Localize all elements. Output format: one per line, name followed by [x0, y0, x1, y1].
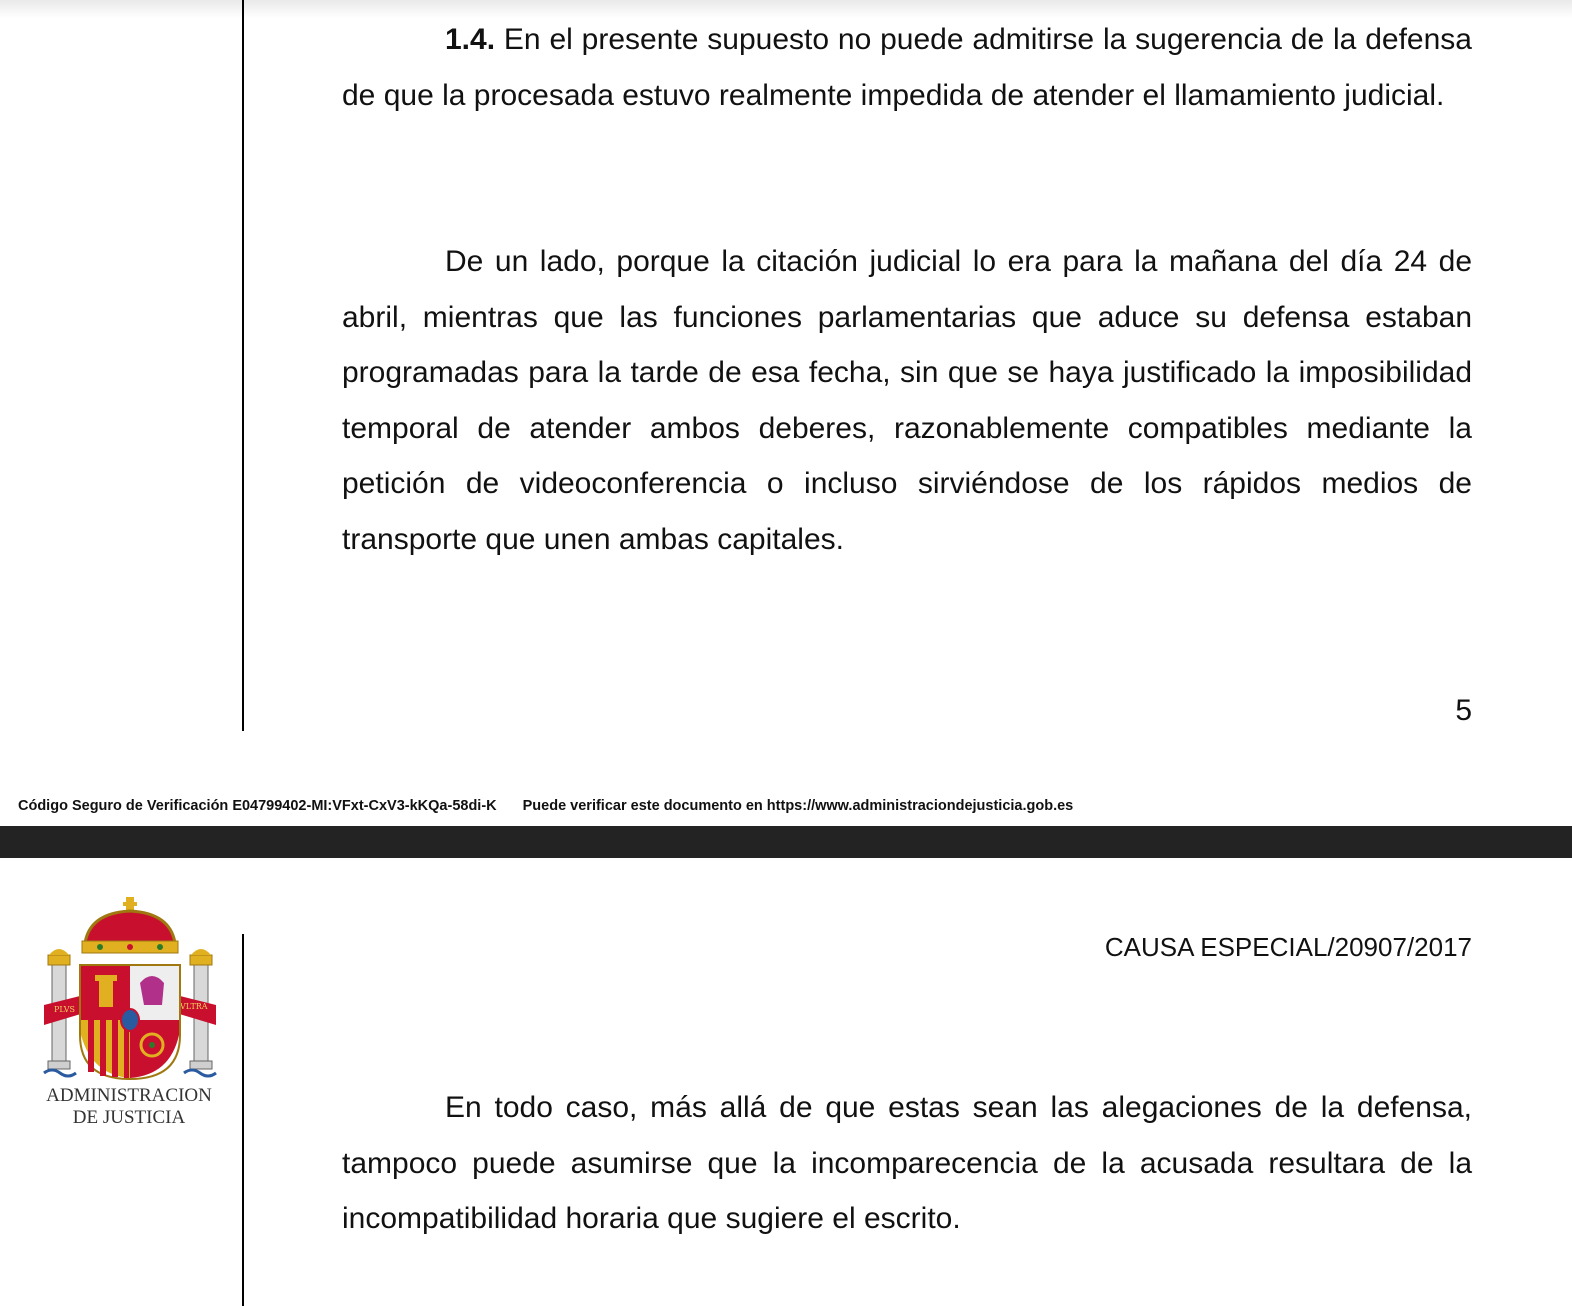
- logo-caption-line-1: ADMINISTRACION: [46, 1085, 212, 1106]
- page-number: 5: [1455, 694, 1472, 727]
- paragraph-3: [342, 1080, 1472, 1247]
- case-number-header: CAUSA ESPECIAL/20907/2017: [1104, 932, 1472, 962]
- paragraph-3-text: En todo caso, más allá de que estas sean las alegaciones de la defensa, tampoco puede asumirse que la incomparecencia de la acusada resultara de la incompatibilidad horaria que sugiere el escrito.: [342, 1091, 1472, 1235]
- paragraph-2: [342, 234, 1472, 567]
- verification-footer: [18, 798, 1073, 814]
- verification-code: Código Seguro de Verificación E04799402-MI:VFxt-CxV3-kKQa-58di-K: [18, 798, 497, 814]
- verification-link-text[interactable]: Puede verificar este documento en https://www.administraciondejusticia.gob.es: [522, 798, 1074, 814]
- paragraph-1-text: En el presente supuesto no puede admitirse la sugerencia de la defensa de que la procesada estuvo realmente impedida de atender el llamamiento judicial.: [342, 23, 1472, 112]
- page-separator: [0, 826, 1572, 858]
- coat-of-arms-icon: [40, 895, 220, 1085]
- svg-text:PLVS: PLVS: [54, 1005, 76, 1014]
- left-margin-rule: [242, 0, 244, 731]
- paragraph-2-text: De un lado, porque la citación judicial lo era para la mañana del día 24 de abril, mientras que las funciones parlamentarias que aduce su defensa estaban programadas para la tarde de esa fecha, sin que se haya justificado la imposibilidad temporal de atender ambos deberes, razonablemente compatibles mediante la petición de videoconferencia o incluso sirviéndose de los rápidos medios de transporte que unen ambas capitales.: [342, 245, 1472, 556]
- paragraph-1-4: [342, 12, 1472, 123]
- paragraph-number: 1.4.: [445, 23, 496, 56]
- left-margin-rule-page-6: [242, 934, 244, 1306]
- svg-text:VLTRA: VLTRA: [180, 1002, 208, 1011]
- logo-caption-line-2: DE JUSTICIA: [72, 1107, 186, 1128]
- coat-of-arms-logo: [40, 895, 220, 1085]
- logo-caption: [34, 1085, 224, 1129]
